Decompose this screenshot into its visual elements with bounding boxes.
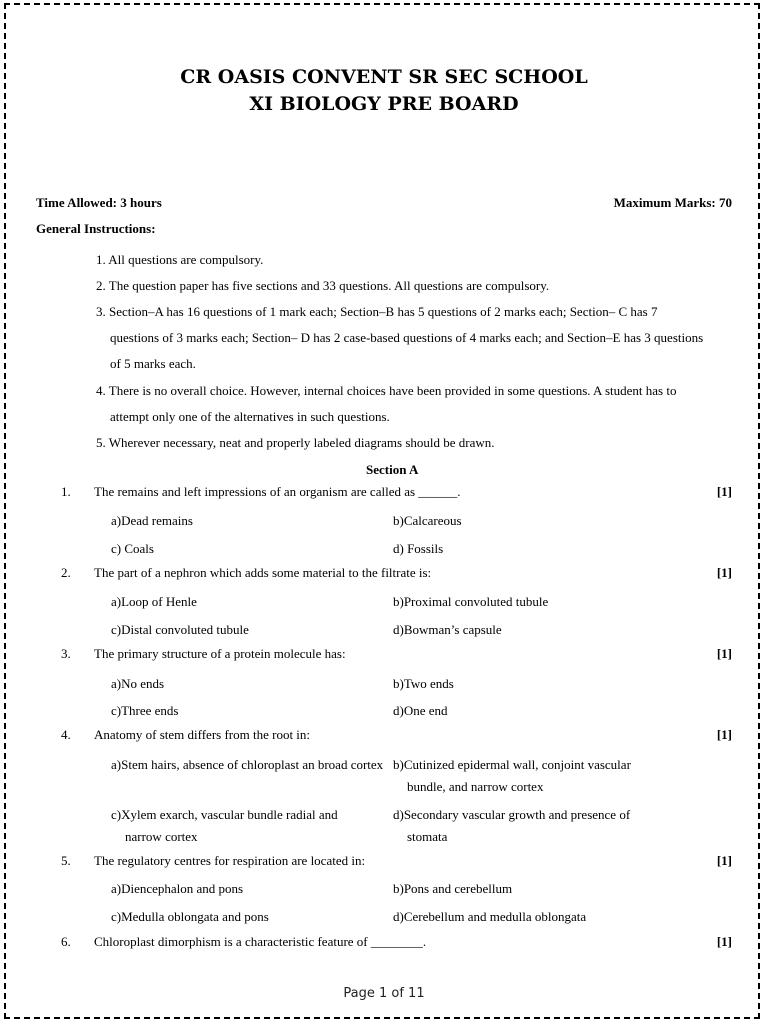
option-c: c)Medulla oblongata and pons	[111, 909, 269, 924]
option-a: a)Diencephalon and pons	[111, 881, 244, 896]
instruction-3: 3. Section–A has 16 questions of 1 mark each; Section–B has 5 questions of 2 marks each; Section– C has 7	[96, 304, 658, 319]
time-allowed: Time Allowed: 3 hours	[36, 195, 162, 210]
question-text: Anatomy of stem differs from the root in:	[94, 727, 311, 742]
option-d: d)Bowman’s capsule	[393, 622, 502, 637]
instruction-4: 4. There is no overall choice. However, internal choices have been provided in some questions. A student has to	[96, 383, 677, 398]
school-name: CR OASIS CONVENT SR SEC SCHOOL	[180, 66, 588, 88]
question-marks: [1]	[716, 484, 732, 499]
maximum-marks: Maximum Marks: 70	[613, 195, 732, 210]
option-c: c) Coals	[111, 541, 154, 556]
section-title: Section A	[366, 462, 419, 477]
option-a: a)Dead remains	[111, 513, 193, 528]
option-b: b)Two ends	[393, 676, 454, 691]
option-c: c)Xylem exarch, vascular bundle radial and narrow cortex	[111, 807, 338, 844]
option-a: a)Loop of Henle	[111, 594, 197, 609]
question-marks: [1]	[716, 727, 732, 742]
instruction-3-cont: questions of 3 marks each; Section– D has 2 case-based questions of 4 marks each; and Section–E has 3 questions	[110, 330, 704, 345]
page-number: Page 1 of 11	[343, 986, 425, 1001]
instruction-3-cont2: of 5 marks each.	[110, 356, 196, 371]
question-number: 3.	[61, 646, 71, 661]
option-d: d) Fossils	[393, 541, 444, 556]
option-a: a)No ends	[111, 676, 165, 691]
option-c: c)Three ends	[111, 703, 179, 718]
question-marks: [1]	[716, 565, 732, 580]
instruction-5: 5. Wherever necessary, neat and properly labeled diagrams should be drawn.	[96, 435, 495, 450]
question-marks: [1]	[716, 934, 732, 949]
question-number: 2.	[61, 565, 71, 580]
option-b: b)Calcareous	[393, 513, 462, 528]
option-b: b)Cutinized epidermal wall, conjoint vascular bundle, and narrow cortex	[393, 757, 631, 794]
question-number: 4.	[61, 727, 71, 742]
question-text: The primary structure of a protein molecule has:	[94, 646, 346, 661]
question-text: Chloroplast dimorphism is a characteristic feature of ________.	[94, 934, 427, 949]
question-marks: [1]	[716, 646, 732, 661]
option-d: d)Cerebellum and medulla oblongata	[393, 909, 587, 924]
option-b: b)Proximal convoluted tubule	[393, 594, 549, 609]
exam-title: XI BIOLOGY PRE BOARD	[249, 93, 519, 115]
question-number: 5.	[61, 853, 71, 868]
instruction-4-cont: attempt only one of the alternatives in such questions.	[110, 409, 390, 424]
question-text: The regulatory centres for respiration are located in:	[94, 853, 366, 868]
option-d: d)One end	[393, 703, 448, 718]
instructions-heading: General Instructions:	[36, 221, 156, 236]
option-d: d)Secondary vascular growth and presence of stomata	[393, 807, 631, 844]
instruction-2: 2. The question paper has five sections and 33 questions. All questions are compulsory.	[96, 278, 550, 293]
option-c: c)Distal convoluted tubule	[111, 622, 249, 637]
question-marks: [1]	[716, 853, 732, 868]
question-number: 1.	[61, 484, 71, 499]
question-text: The part of a nephron which adds some material to the filtrate is:	[94, 565, 432, 580]
instruction-1: 1. All questions are compulsory.	[96, 252, 264, 267]
question-text: The remains and left impressions of an organism are called as ______.	[94, 484, 461, 499]
option-b: b)Pons and cerebellum	[393, 881, 513, 896]
option-a: a)Stem hairs, absence of chloroplast an broad cortex	[111, 757, 384, 772]
question-number: 6.	[61, 934, 71, 949]
